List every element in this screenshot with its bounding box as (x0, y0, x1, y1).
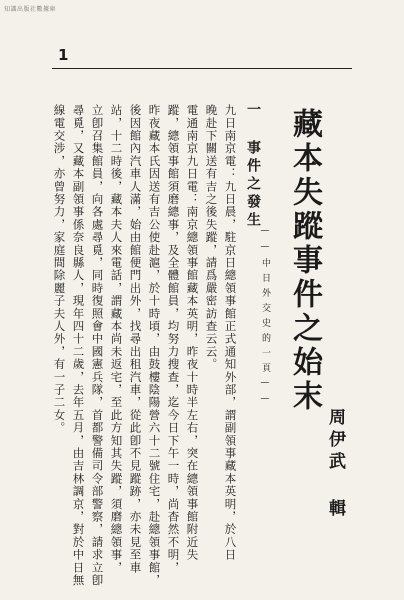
body-column: 電通南京九日電：南京總領事館藏本英明，昨夜十時半左右，突在總領事館附近失 (185, 104, 200, 562)
watermark-stamp: 知識出版社數據庫 (4, 6, 57, 13)
body-column: 九日南京電：九日晨，駐京日總領事館正式通知外部，謂副領事藏本英明，於八日 (223, 104, 238, 562)
body-column: 尋覓，又藏本副領事係奈良縣人，現年四十二歲，去年五月，由吉林調京，對於中日無 (71, 104, 86, 587)
section-heading: 一 事件之發生 (245, 102, 261, 230)
body-column: 立卽召集館員，向各處尋覓，同時復照會中國憲兵隊，首都警備司令部警察，請求立卽 (90, 104, 105, 587)
body-column: 線電交涉，亦曾努力，家庭間除麗子夫人外，有一子二女。 (52, 104, 67, 435)
author-byline: 周伊武 輯 (325, 408, 345, 521)
article-title: 藏本失蹤事件之始末 (287, 108, 322, 414)
header-rule (52, 68, 352, 69)
series-subtitle: ——中日外交史的一頁—— (260, 226, 270, 410)
body-column: 蹤，總領事館須磨總事，及全體館員，均努力搜查，迄今日下午一時，尚杳然不明， (166, 104, 181, 574)
body-column: 晚赴下關送有吉之後失蹤，請爲嚴密訪查云云。 (204, 104, 219, 371)
body-column: 後因館內汽車人滿，始由館便門出外，找尋出租汽車，從此卽不見蹤跡，亦未見至車 (128, 104, 143, 574)
page-number: 1 (58, 46, 69, 64)
body-column: 站，十二時後，藏本夫人來電話，謂藏本尚未返宅，至此方知其失蹤，須磨總領事， (109, 104, 124, 574)
body-column: 昨夜藏本氏因送有吉公使赴滬，於十時頃，由鼓樓陰陽營六十二號住宅，赴總領事館， (147, 104, 162, 587)
